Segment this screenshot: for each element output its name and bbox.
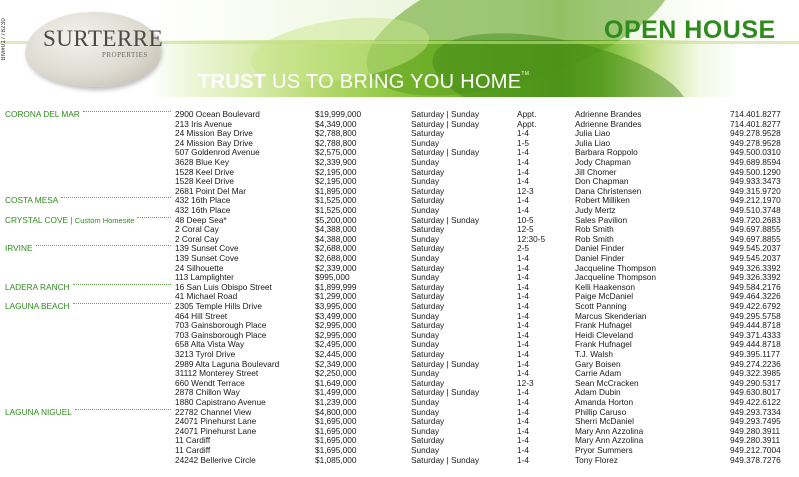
phone-cell: 949.315.9720 [730, 185, 781, 196]
table-row [0, 264, 799, 274]
phone-cell: 949.444.8718 [730, 320, 781, 331]
table-row [0, 216, 799, 226]
phone-cell: 949.293.7334 [730, 406, 781, 417]
table-row [0, 312, 799, 322]
leader-dots [73, 302, 171, 304]
table-row [0, 446, 799, 456]
table-row [0, 177, 799, 187]
days-cell: Saturday [411, 301, 445, 311]
time-cell: 1-4 [517, 157, 529, 167]
table-row [0, 350, 799, 360]
address-cell: 658 Alta Vista Way [175, 339, 245, 350]
city-name: LAGUNA BEACH [5, 301, 70, 311]
price-cell: $2,445,000 [315, 349, 357, 359]
address-cell: 2681 Point Del Mar [175, 185, 247, 196]
days-cell: Sunday [411, 406, 440, 417]
city-name: CRYSTAL COVE [5, 214, 69, 225]
address-cell: 48 Deep Sea* [175, 214, 227, 225]
city-separator: | [68, 214, 75, 225]
days-cell: Saturday [411, 320, 445, 331]
days-cell: Saturday [411, 224, 445, 235]
address-cell: 2 Coral Cay [175, 224, 219, 235]
phone-cell: 714.401.8277 [730, 118, 781, 129]
price-cell: $1,299,000 [315, 291, 357, 302]
agent-cell: Judy Mertz [575, 205, 616, 215]
agent-cell: Jacqueline Thompson [575, 262, 657, 273]
address-cell: 31112 Monterey Street [175, 368, 259, 379]
phone-cell: 949.280.3911 [730, 435, 781, 446]
address-cell: 11 Cardiff [175, 445, 211, 455]
days-cell: Sunday [411, 272, 440, 283]
ad-code: BM#01778230 [1, 18, 7, 61]
time-cell: 1-4 [517, 445, 529, 455]
agent-cell: Carrie Adam [575, 368, 622, 379]
header-banner [0, 0, 799, 97]
city-name: LAGUNA NIGUEL [5, 406, 72, 417]
agent-cell: Robert Milliken [575, 195, 630, 206]
address-cell: 16 San Luis Obispo Street [175, 281, 272, 292]
phone-cell: 949.378.7276 [730, 454, 781, 465]
leader-dots [75, 408, 171, 410]
agent-cell: Daniel Finder [575, 243, 625, 254]
days-cell: Saturday | Sunday [411, 387, 480, 398]
days-cell: Saturday [411, 291, 445, 302]
time-cell: 1-4 [517, 291, 529, 302]
time-cell: 1-4 [517, 387, 529, 398]
address-cell: 139 Sunset Cove [175, 253, 239, 263]
time-cell: 1-4 [517, 406, 529, 417]
time-cell: Appt. [517, 118, 537, 129]
table-row [0, 225, 799, 235]
address-cell: 507 Goldenrod Avenue [175, 147, 260, 158]
table-row [0, 158, 799, 168]
agent-cell: Tony Florez [575, 454, 618, 465]
time-cell: 1-4 [517, 320, 529, 331]
price-cell: $1,085,000 [315, 454, 357, 465]
table-row [0, 427, 799, 437]
price-cell: $4,800,000 [315, 406, 357, 417]
address-cell: 464 Hill Street [175, 310, 228, 321]
headline: OPEN HOUSE [604, 16, 776, 44]
phone-cell: 949.422.6122 [730, 397, 781, 407]
agent-cell: T.J. Walsh [575, 349, 613, 359]
price-cell: $2,250,000 [315, 368, 357, 379]
phone-cell: 949.278.9528 [730, 137, 781, 148]
brand-logo-subtext: PROPERTIES [102, 51, 148, 59]
tagline [198, 71, 529, 94]
table-row [0, 283, 799, 293]
days-cell: Sunday [411, 425, 440, 436]
days-cell: Saturday [411, 243, 445, 254]
agent-cell: Don Chapman [575, 176, 629, 187]
price-cell: $2,195,000 [315, 166, 357, 177]
days-cell: Saturday | Sunday [411, 358, 480, 369]
price-cell: $2,688,000 [315, 253, 357, 263]
agent-cell: Mary Ann Azzolina [575, 425, 644, 436]
phone-cell: 949.630.8017 [730, 387, 781, 398]
city-label [5, 110, 80, 120]
table-row [0, 244, 799, 254]
brand-logo-text: SURTERRE [43, 26, 164, 51]
address-cell: 2900 Ocean Boulevard [175, 109, 260, 119]
phone-cell: 949.689.8594 [730, 157, 781, 167]
phone-cell: 949.290.5317 [730, 377, 781, 388]
city-label [5, 302, 70, 312]
table-row [0, 129, 799, 139]
table-row [0, 408, 799, 418]
days-cell: Sunday [411, 445, 440, 455]
time-cell: 1-4 [517, 166, 529, 177]
table-row [0, 187, 799, 197]
time-cell: 1-4 [517, 301, 529, 311]
days-cell: Sunday [411, 329, 440, 340]
price-cell: $2,349,000 [315, 358, 357, 369]
phone-cell: 949.326.3392 [730, 272, 781, 283]
agent-cell: Pryor Summers [575, 445, 633, 455]
phone-cell: 949.371.4333 [730, 329, 781, 340]
phone-cell: 949.500.0310 [730, 147, 781, 158]
city-label [5, 408, 72, 418]
agent-cell: Mary Ann Azzolina [575, 435, 644, 446]
city-label [5, 196, 58, 206]
phone-cell: 949.280.3911 [730, 425, 781, 436]
address-cell: 703 Gainsborough Place [175, 329, 267, 340]
city-label [5, 216, 134, 226]
days-cell: Saturday [411, 166, 445, 177]
agent-cell: Adrienne Brandes [575, 118, 642, 129]
table-row [0, 110, 799, 120]
agent-cell: Marcus Skenderian [575, 310, 647, 321]
days-cell: Saturday | Sunday [411, 109, 480, 119]
price-cell: $2,688,000 [315, 243, 357, 254]
agent-cell: Julia Liao [575, 128, 611, 139]
time-cell: 1-4 [517, 195, 529, 206]
days-cell: Saturday | Sunday [411, 214, 480, 225]
phone-cell: 949.212.7004 [730, 445, 781, 455]
table-row [0, 456, 799, 466]
price-cell: $19,999,000 [315, 109, 362, 119]
days-cell: Saturday | Sunday [411, 147, 480, 158]
address-cell: 22782 Channel View [175, 406, 252, 417]
agent-cell: Frank Hufnagel [575, 339, 632, 350]
time-cell: 12-5 [517, 224, 534, 235]
days-cell: Sunday [411, 176, 440, 187]
phone-cell: 949.422.6792 [730, 301, 781, 311]
table-row [0, 417, 799, 427]
agent-cell: Amanda Horton [575, 397, 634, 407]
price-cell: $4,349,000 [315, 118, 357, 129]
time-cell: 1-4 [517, 329, 529, 340]
price-cell: $1,239,000 [315, 397, 357, 407]
city-name: CORONA DEL MAR [5, 109, 80, 119]
table-row [0, 292, 799, 302]
leader-dots [36, 244, 171, 246]
table-row [0, 331, 799, 341]
price-cell: $1,695,000 [315, 425, 357, 436]
time-cell: 1-4 [517, 147, 529, 158]
address-cell: 213 Iris Avenue [175, 118, 233, 129]
phone-cell: 949.464.3226 [730, 291, 781, 302]
price-cell: $3,499,000 [315, 310, 357, 321]
address-cell: 1880 Capistrano Avenue [175, 397, 266, 407]
phone-cell: 949.295.5758 [730, 310, 781, 321]
agent-cell: Jacqueline Thompson [575, 272, 657, 283]
price-cell: $5,200,000 [315, 214, 357, 225]
time-cell: 10-5 [517, 214, 534, 225]
table-row [0, 120, 799, 130]
agent-cell: Adam Dubin [575, 387, 621, 398]
phone-cell: 949.322.3985 [730, 368, 781, 379]
agent-cell: Jill Chomer [575, 166, 617, 177]
table-row [0, 139, 799, 149]
address-cell: 41 Michael Road [175, 291, 238, 302]
agent-cell: Jody Chapman [575, 157, 631, 167]
days-cell: Saturday [411, 416, 445, 427]
days-cell: Saturday [411, 281, 445, 292]
leader-dots [137, 216, 171, 218]
city-name: COSTA MESA [5, 195, 59, 206]
agent-cell: Dana Christensen [575, 185, 642, 196]
table-row [0, 369, 799, 379]
days-cell: Sunday [411, 253, 440, 263]
address-cell: 24242 Bellerive Circle [175, 454, 256, 465]
days-cell: Sunday [411, 137, 440, 148]
price-cell: $2,195,000 [315, 176, 357, 187]
phone-cell: 949.584.2176 [730, 281, 781, 292]
days-cell: Saturday [411, 262, 445, 273]
address-cell: 1528 Keel Drive [175, 176, 235, 187]
table-row [0, 168, 799, 178]
days-cell: Sunday [411, 339, 440, 350]
agent-cell: Kelli Haakenson [575, 281, 635, 292]
price-cell: $2,788,800 [315, 128, 357, 139]
time-cell: 1-4 [517, 128, 529, 139]
address-cell: 3628 Blue Key [175, 157, 229, 167]
city-note: Custom Homesite [74, 215, 135, 225]
address-cell: 24 Silhouette [175, 262, 224, 273]
phone-cell: 949.545.2037 [730, 243, 781, 254]
price-cell: $1,899,999 [315, 281, 357, 292]
time-cell: 1-4 [517, 205, 529, 215]
agent-cell: Sherri McDaniel [575, 416, 635, 427]
time-cell: Appt. [517, 109, 537, 119]
table-row [0, 302, 799, 312]
agent-cell: Sales Pavilion [575, 214, 628, 225]
tagline-bold: TRUST [198, 71, 267, 93]
phone-cell: 949.274.2236 [730, 358, 781, 369]
table-row [0, 254, 799, 264]
time-cell: 1-4 [517, 253, 529, 263]
price-cell: $1,525,000 [315, 195, 357, 206]
table-row [0, 321, 799, 331]
city-name: IRVINE [5, 243, 33, 254]
price-cell: $1,695,000 [315, 416, 357, 427]
phone-cell: 949.326.3392 [730, 262, 781, 273]
days-cell: Saturday [411, 377, 445, 388]
address-cell: 432 16th Place [175, 205, 231, 215]
table-row [0, 235, 799, 245]
time-cell: 1-4 [517, 425, 529, 436]
agent-cell: Daniel Finder [575, 253, 625, 263]
price-cell: $1,499,000 [315, 387, 357, 398]
phone-cell: 949.697.8855 [730, 233, 781, 244]
price-cell: $4,388,000 [315, 233, 357, 244]
days-cell: Saturday [411, 195, 445, 206]
agent-cell: Heidi Cleveland [575, 329, 634, 340]
address-cell: 703 Gainsborough Place [175, 320, 267, 331]
time-cell: 1-4 [517, 272, 529, 283]
phone-cell: 714.401.8277 [730, 109, 781, 119]
price-cell: $1,525,000 [315, 205, 357, 215]
time-cell: 1-4 [517, 339, 529, 350]
table-row [0, 379, 799, 389]
agent-cell: Barbara Roppolo [575, 147, 638, 158]
price-cell: $2,575,000 [315, 147, 357, 158]
table-row [0, 148, 799, 158]
time-cell: 1-5 [517, 137, 529, 148]
table-row [0, 436, 799, 446]
agent-cell: Sean McCracken [575, 377, 639, 388]
time-cell: 12-3 [517, 185, 534, 196]
tagline-text: US TO BRING YOU HOME [272, 71, 522, 93]
time-cell: 1-4 [517, 262, 529, 273]
table-row [0, 360, 799, 370]
agent-cell: Paige McDaniel [575, 291, 634, 302]
days-cell: Saturday [411, 435, 445, 446]
address-cell: 113 Lamplighter [175, 272, 234, 283]
leader-dots [61, 196, 171, 198]
agent-cell: Rob Smith [575, 224, 614, 235]
table-row [0, 206, 799, 216]
address-cell: 24071 Pinehurst Lane [175, 425, 257, 436]
days-cell: Sunday [411, 368, 440, 379]
table-row [0, 273, 799, 283]
time-cell: 1-4 [517, 349, 529, 359]
time-cell: 1-4 [517, 358, 529, 369]
days-cell: Sunday [411, 397, 440, 407]
address-cell: 24 Mission Bay Drive [175, 137, 253, 148]
address-cell: 24071 Pinehurst Lane [175, 416, 257, 427]
address-cell: 432 16th Place [175, 195, 231, 206]
agent-cell: Scott Panning [575, 301, 627, 311]
time-cell: 1-4 [517, 454, 529, 465]
price-cell: $1,895,000 [315, 185, 357, 196]
agent-cell: Rob Smith [575, 233, 614, 244]
address-cell: 2305 Temple Hills Drive [175, 301, 262, 311]
city-label [5, 244, 33, 254]
agent-cell: Phillip Caruso [575, 406, 627, 417]
price-cell: $995,000 [315, 272, 350, 283]
table-row [0, 196, 799, 206]
address-cell: 24 Mission Bay Drive [175, 128, 253, 139]
price-cell: $1,695,000 [315, 445, 357, 455]
price-cell: $2,495,000 [315, 339, 357, 350]
address-cell: 1528 Keel Drive [175, 166, 235, 177]
address-cell: 3213 Tyrol Drive [175, 349, 236, 359]
days-cell: Saturday [411, 349, 445, 359]
days-cell: Sunday [411, 233, 440, 244]
address-cell: 139 Sunset Cove [175, 243, 239, 254]
days-cell: Saturday | Sunday [411, 454, 480, 465]
phone-cell: 949.212.1970 [730, 195, 781, 206]
days-cell: Saturday | Sunday [411, 118, 480, 129]
time-cell: 1-4 [517, 368, 529, 379]
agent-cell: Adrienne Brandes [575, 109, 642, 119]
table-row [0, 388, 799, 398]
trademark-mark: TM [521, 71, 530, 77]
address-cell: 2 Coral Cay [175, 233, 219, 244]
phone-cell: 949.510.3748 [730, 205, 781, 215]
days-cell: Sunday [411, 205, 440, 215]
phone-cell: 949.293.7495 [730, 416, 781, 427]
phone-cell: 949.395.1177 [730, 349, 781, 359]
days-cell: Sunday [411, 157, 440, 167]
leader-dots [83, 110, 171, 112]
price-cell: $4,388,000 [315, 224, 357, 235]
time-cell: 1-4 [517, 176, 529, 187]
time-cell: 1-4 [517, 397, 529, 407]
city-label [5, 283, 70, 293]
price-cell: $2,339,000 [315, 262, 357, 273]
table-row [0, 340, 799, 350]
phone-cell: 949.545.2037 [730, 253, 781, 263]
phone-cell: 949.720.2683 [730, 214, 781, 225]
price-cell: $3,995,000 [315, 301, 357, 311]
phone-cell: 949.933.3473 [730, 176, 781, 187]
phone-cell: 949.500.1290 [730, 166, 781, 177]
address-cell: 11 Cardiff [175, 435, 211, 446]
leader-dots [73, 283, 171, 285]
phone-cell: 949.697.8855 [730, 224, 781, 235]
days-cell: Sunday [411, 310, 440, 321]
phone-cell: 949.444.8718 [730, 339, 781, 350]
days-cell: Saturday [411, 128, 445, 139]
price-cell: $1,649,000 [315, 377, 357, 388]
price-cell: $1,695,000 [315, 435, 357, 446]
city-name: LADERA RANCH [5, 281, 70, 292]
agent-cell: Julia Liao [575, 137, 611, 148]
time-cell: 1-4 [517, 416, 529, 427]
agent-cell: Gary Boisen [575, 358, 621, 369]
time-cell: 1-4 [517, 435, 529, 446]
time-cell: 1-4 [517, 310, 529, 321]
phone-cell: 949.278.9528 [730, 128, 781, 139]
time-cell: 2-5 [517, 243, 529, 254]
price-cell: $2,339,900 [315, 157, 357, 167]
time-cell: 12-3 [517, 377, 534, 388]
table-row [0, 398, 799, 408]
address-cell: 2878 Chillon Way [175, 387, 240, 398]
time-cell: 1-4 [517, 281, 529, 292]
agent-cell: Frank Hufnagel [575, 320, 632, 331]
price-cell: $2,995,000 [315, 329, 357, 340]
price-cell: $2,788,800 [315, 137, 357, 148]
address-cell: 660 Wendt Terrace [175, 377, 245, 388]
address-cell: 2989 Alta Laguna Boulevard [175, 358, 280, 369]
price-cell: $2,995,000 [315, 320, 357, 331]
time-cell: 12:30-5 [517, 233, 546, 244]
days-cell: Saturday [411, 185, 445, 196]
